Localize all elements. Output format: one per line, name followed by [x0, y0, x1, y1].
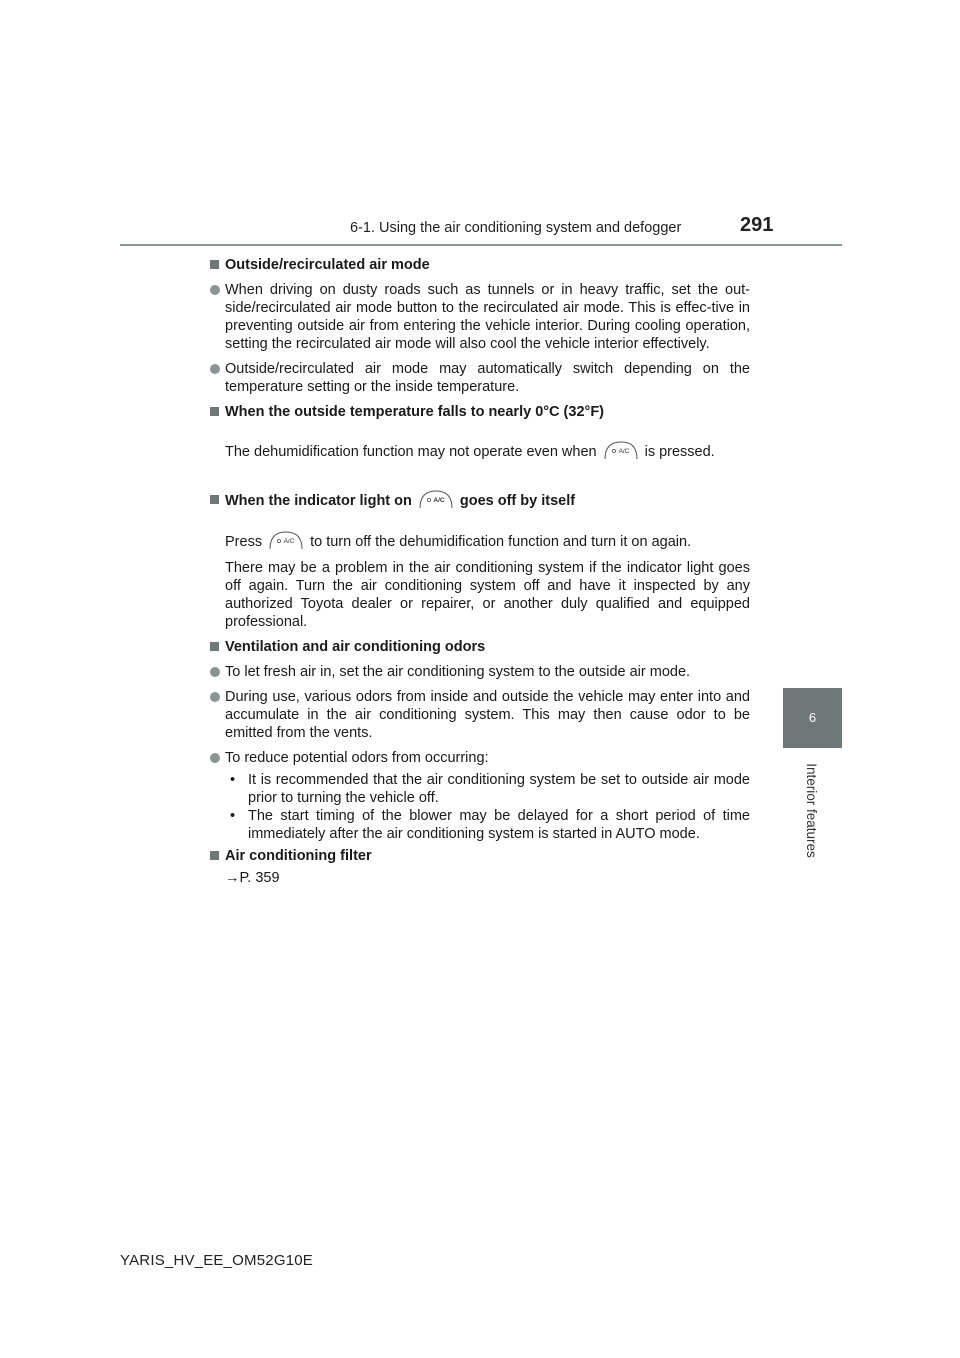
chapter-number: 6: [808, 710, 817, 725]
chapter-label-text: Interior features: [803, 762, 819, 858]
list-item-text: To reduce potential odors from occurring:: [225, 750, 489, 766]
list-item: [210, 749, 750, 767]
list-item-text: During use, various odors from inside and outside the vehicle may enter into and accumulate in the air conditioning system. This may then cause odor to be emitted from the vents.: [225, 689, 750, 741]
square-bullet-icon: [210, 407, 219, 416]
list-item: [210, 360, 750, 396]
chapter-tab-divider: [783, 747, 842, 748]
list-item-text: To let fresh air in, set the air conditioning system to the outside air mode.: [225, 664, 691, 680]
svg-text:A/C: A/C: [618, 448, 630, 455]
header-divider: [120, 244, 842, 246]
heading-text: Ventilation and air conditioning odors: [225, 639, 486, 655]
square-bullet-icon: [210, 642, 219, 651]
square-bullet-icon: [210, 851, 219, 860]
heading-text: When the indicator light on: [225, 492, 412, 509]
dot-marker: •: [230, 808, 236, 824]
circle-bullet-icon: [210, 753, 220, 763]
svg-text:A/C: A/C: [283, 538, 295, 545]
list-item: [210, 688, 750, 742]
paragraph-text: Press: [225, 533, 263, 550]
heading-text: Outside/recirculated air mode: [225, 257, 430, 273]
paragraph: [210, 532, 750, 552]
list-item-text: When driving on dusty roads such as tunnels or in heavy traffic, set the out-side/recirculated air mode button to the recirculated air mode. This is effec-tive in preventing outside air from entering the vehicle interior. During cooling operation, setting the recirculated air mode will also cool the vehicle interior effectively.: [225, 282, 750, 352]
sub-list-item: [210, 771, 750, 807]
paragraph-text: to turn off the dehumidification function and turn it on again.: [310, 533, 692, 550]
sub-list-item: [210, 807, 750, 843]
page-number: 291: [740, 214, 774, 236]
ac-button-icon: [268, 530, 304, 550]
svg-text:A/C: A/C: [433, 497, 445, 504]
section-heading: [210, 491, 750, 511]
paragraph-text: The dehumidification function may not operate even when: [225, 443, 597, 460]
ac-button-icon: [603, 440, 639, 460]
section-heading: [210, 403, 750, 421]
list-item: [210, 281, 750, 353]
chapter-label: [800, 758, 822, 862]
heading-text: goes off by itself: [459, 492, 576, 509]
section-title: 6-1. Using the air conditioning system and defogger: [350, 220, 682, 236]
page-reference-link[interactable]: →P. 359: [225, 870, 280, 886]
section-heading: [210, 847, 750, 865]
circle-bullet-icon: [210, 667, 220, 677]
square-bullet-icon: [210, 260, 219, 269]
ac-button-icon: [418, 489, 454, 509]
manual-code: YARIS_HV_EE_OM52G10E: [120, 1252, 313, 1269]
section-heading: [210, 638, 750, 656]
list-item: [210, 663, 750, 681]
paragraph: [210, 442, 750, 462]
main-content: [210, 256, 750, 894]
circle-bullet-icon: [210, 364, 220, 374]
paragraph: There may be a problem in the air conditioning system if the indicator light goes off again. Turn the air conditioning system off and have it inspected by any authorized Toyota dealer or repairer, or another duly qualified and equipped professional.: [225, 560, 750, 630]
heading-text: Air conditioning filter: [225, 848, 372, 864]
heading-text: When the outside temperature falls to nearly 0°C (32°F): [225, 404, 605, 420]
paragraph-text: is pressed.: [644, 443, 715, 460]
chapter-tab[interactable]: [783, 688, 842, 747]
section-heading: [210, 256, 750, 274]
circle-bullet-icon: [210, 692, 220, 702]
circle-bullet-icon: [210, 285, 220, 295]
list-item-text: Outside/recirculated air mode may automatically switch depending on the temperature setting or the inside temperature.: [225, 361, 750, 395]
sub-list-item-text: It is recommended that the air conditioning system be set to outside air mode prior to turning the vehicle off.: [248, 772, 750, 806]
dot-marker: •: [230, 772, 236, 788]
square-bullet-icon: [210, 495, 219, 504]
sub-list-item-text: The start timing of the blower may be delayed for a short period of time immediately after the air conditioning system is started in AUTO mode.: [248, 808, 750, 842]
